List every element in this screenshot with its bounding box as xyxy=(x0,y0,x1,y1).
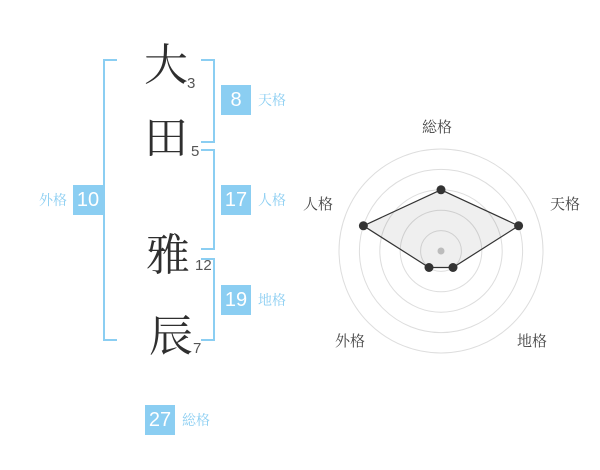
chikaku-score-box: 19 xyxy=(221,285,251,315)
stroke-count-1: 3 xyxy=(187,75,196,92)
stroke-count-2: 5 xyxy=(191,143,200,160)
jinkaku-score-box: 17 xyxy=(221,185,251,215)
name-character-3: 雅 xyxy=(146,231,190,280)
chikaku-score-label: 地格 xyxy=(258,292,286,308)
name-character-4: 辰 xyxy=(149,312,193,361)
jinkaku-score-label: 人格 xyxy=(258,192,286,208)
radar-chart-canvas xyxy=(300,110,590,360)
fortune-radar-chart xyxy=(300,110,590,360)
soukaku-score-box: 27 xyxy=(145,405,175,435)
jinkaku-bracket xyxy=(201,149,215,250)
radar-axis-label-jinkaku: 人格 xyxy=(302,196,333,213)
radar-axis-label-chikaku: 地格 xyxy=(516,333,547,350)
tenkaku-score-label: 天格 xyxy=(258,92,286,108)
gaikaku-score-box: 10 xyxy=(73,185,103,215)
tenkaku-bracket xyxy=(201,59,215,143)
radar-axis-label-soukaku: 総格 xyxy=(421,119,452,136)
name-character-1: 大 xyxy=(144,41,188,90)
radar-axis-label-gaikaku: 外格 xyxy=(334,333,365,350)
soukaku-score-label: 総格 xyxy=(182,412,210,428)
name-character-2: 田 xyxy=(144,114,188,163)
radar-axis-label-tenkaku: 天格 xyxy=(549,196,580,213)
stroke-count-3: 12 xyxy=(195,257,212,274)
gaikaku-bracket xyxy=(103,59,117,341)
tenkaku-score-box: 8 xyxy=(221,85,251,115)
stroke-count-4: 7 xyxy=(193,340,202,357)
gaikaku-score-label: 外格 xyxy=(39,192,67,208)
